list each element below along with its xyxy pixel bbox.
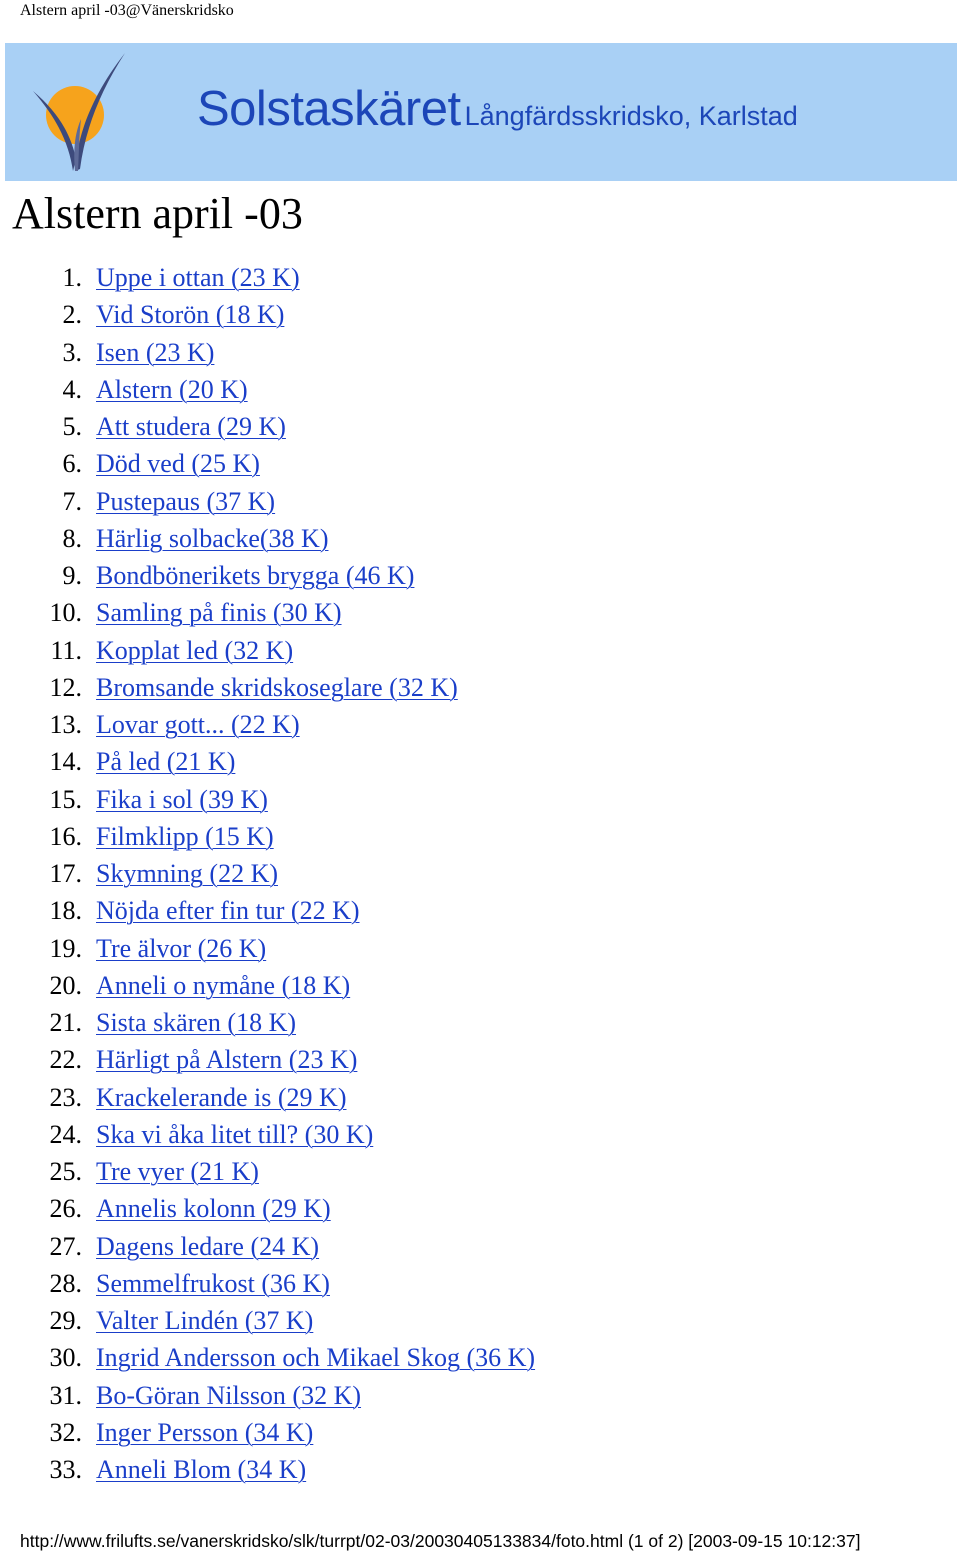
photo-link[interactable]: Anneli Blom (34 K): [96, 1455, 307, 1484]
photo-link[interactable]: Bo-Göran Nilsson (32 K): [96, 1380, 362, 1410]
photo-link[interactable]: Samling på finis (30 K): [96, 598, 342, 628]
list-item-number: 15.: [49, 784, 82, 814]
list-item-number: 1.: [62, 263, 82, 292]
brand-name[interactable]: Solstaskäret: [197, 82, 461, 136]
list-item-number: 20.: [49, 970, 82, 1000]
photo-link[interactable]: Att studera (29 K): [96, 412, 286, 441]
sun-with-grass-logo-icon: [29, 49, 129, 173]
photo-link[interactable]: På led (21 K): [96, 747, 236, 777]
list-item-number: 17.: [49, 859, 82, 888]
photo-link[interactable]: Semmelfrukost (36 K): [96, 1268, 330, 1298]
list-item-number: 4.: [62, 374, 82, 404]
print-footer: http://www.frilufts.se/vanerskridsko/slk/turrpt/02-03/20030405133834/foto.html (1 of 2) [2003-09-15 10:12:37]: [20, 1531, 861, 1551]
photo-link[interactable]: Inger Persson (34 K): [96, 1417, 314, 1447]
photo-link[interactable]: Alstern (20 K): [96, 374, 248, 404]
list-item-number: 24.: [49, 1119, 82, 1149]
list-item-number: 21.: [49, 1008, 82, 1037]
list-item-number: 27.: [49, 1231, 82, 1261]
list-item-number: 19.: [49, 933, 82, 963]
photo-link[interactable]: Härligt på Alstern (23 K): [96, 1045, 358, 1075]
photo-link[interactable]: Nöjda efter fin tur (22 K): [96, 896, 360, 926]
list-item-number: 11.: [50, 635, 82, 665]
list-item-number: 28.: [49, 1268, 82, 1298]
photo-link[interactable]: Annelis kolonn (29 K): [96, 1194, 331, 1224]
list-item-number: 31.: [49, 1380, 82, 1410]
photo-link[interactable]: Vid Storön (18 K): [96, 300, 285, 330]
photo-link[interactable]: Uppe i ottan (23 K): [96, 263, 300, 292]
list-item-number: 8.: [62, 523, 82, 553]
photo-link[interactable]: Sista skären (18 K): [96, 1008, 297, 1037]
list-item-number: 18.: [49, 896, 82, 926]
photo-link[interactable]: Död ved (25 K): [96, 449, 260, 479]
print-header: Alstern april -03@Vänerskridsko: [20, 2, 234, 19]
photo-link[interactable]: Härlig solbacke(38 K): [96, 523, 329, 553]
list-item-number: 29.: [49, 1306, 82, 1335]
photo-link[interactable]: Kopplat led (32 K): [96, 635, 294, 665]
photo-link[interactable]: Lovar gott... (22 K): [96, 710, 300, 739]
list-item-number: 23.: [49, 1082, 82, 1112]
list-item-number: 13.: [49, 710, 82, 739]
list-item-number: 9.: [62, 561, 82, 590]
list-item-number: 2.: [62, 300, 82, 330]
list-item-number: 10.: [49, 598, 82, 628]
photo-link[interactable]: Fika i sol (39 K): [96, 784, 268, 814]
list-item-number: 12.: [49, 672, 82, 702]
list-item-number: 25.: [49, 1157, 82, 1186]
photo-link[interactable]: Tre vyer (21 K): [96, 1157, 259, 1186]
list-item-number: 22.: [49, 1045, 82, 1075]
site-banner: [5, 43, 957, 181]
photo-link[interactable]: Filmklipp (15 K): [96, 821, 274, 851]
page-title: Alstern april -03: [12, 189, 303, 238]
photo-link[interactable]: Pustepaus (37 K): [96, 486, 276, 516]
list-item-number: 5.: [62, 412, 82, 441]
list-item-number: 32.: [49, 1417, 82, 1447]
photo-link[interactable]: Isen (23 K): [96, 337, 215, 367]
photo-link[interactable]: Valter Lindén (37 K): [96, 1306, 314, 1335]
photo-link[interactable]: Krackelerande is (29 K): [96, 1082, 347, 1112]
list-item-number: 33.: [49, 1455, 82, 1484]
photo-link[interactable]: Ska vi åka litet till? (30 K): [96, 1119, 374, 1149]
photo-link[interactable]: Anneli o nymåne (18 K): [96, 970, 351, 1000]
photo-link[interactable]: Ingrid Andersson och Mikael Skog (36 K): [96, 1343, 536, 1373]
list-item-number: 6.: [62, 449, 82, 479]
site-brand: [197, 79, 798, 146]
photo-link[interactable]: Skymning (22 K): [96, 859, 278, 888]
list-item-number: 14.: [49, 747, 82, 777]
list-item-number: 3.: [62, 337, 82, 367]
list-item-number: 26.: [49, 1194, 82, 1224]
photo-link[interactable]: Dagens ledare (24 K): [96, 1231, 320, 1261]
list-item-number: 7.: [62, 486, 82, 516]
list-item-number: 30.: [49, 1343, 82, 1373]
list-item-number: 16.: [49, 821, 82, 851]
photo-link[interactable]: Bromsande skridskoseglare (32 K): [96, 672, 458, 702]
brand-subtitle: Långfärdsskridsko, Karlstad: [464, 101, 798, 131]
photo-link[interactable]: Tre älvor (26 K): [96, 933, 267, 963]
photo-link[interactable]: Bondbönerikets brygga (46 K): [96, 561, 415, 590]
